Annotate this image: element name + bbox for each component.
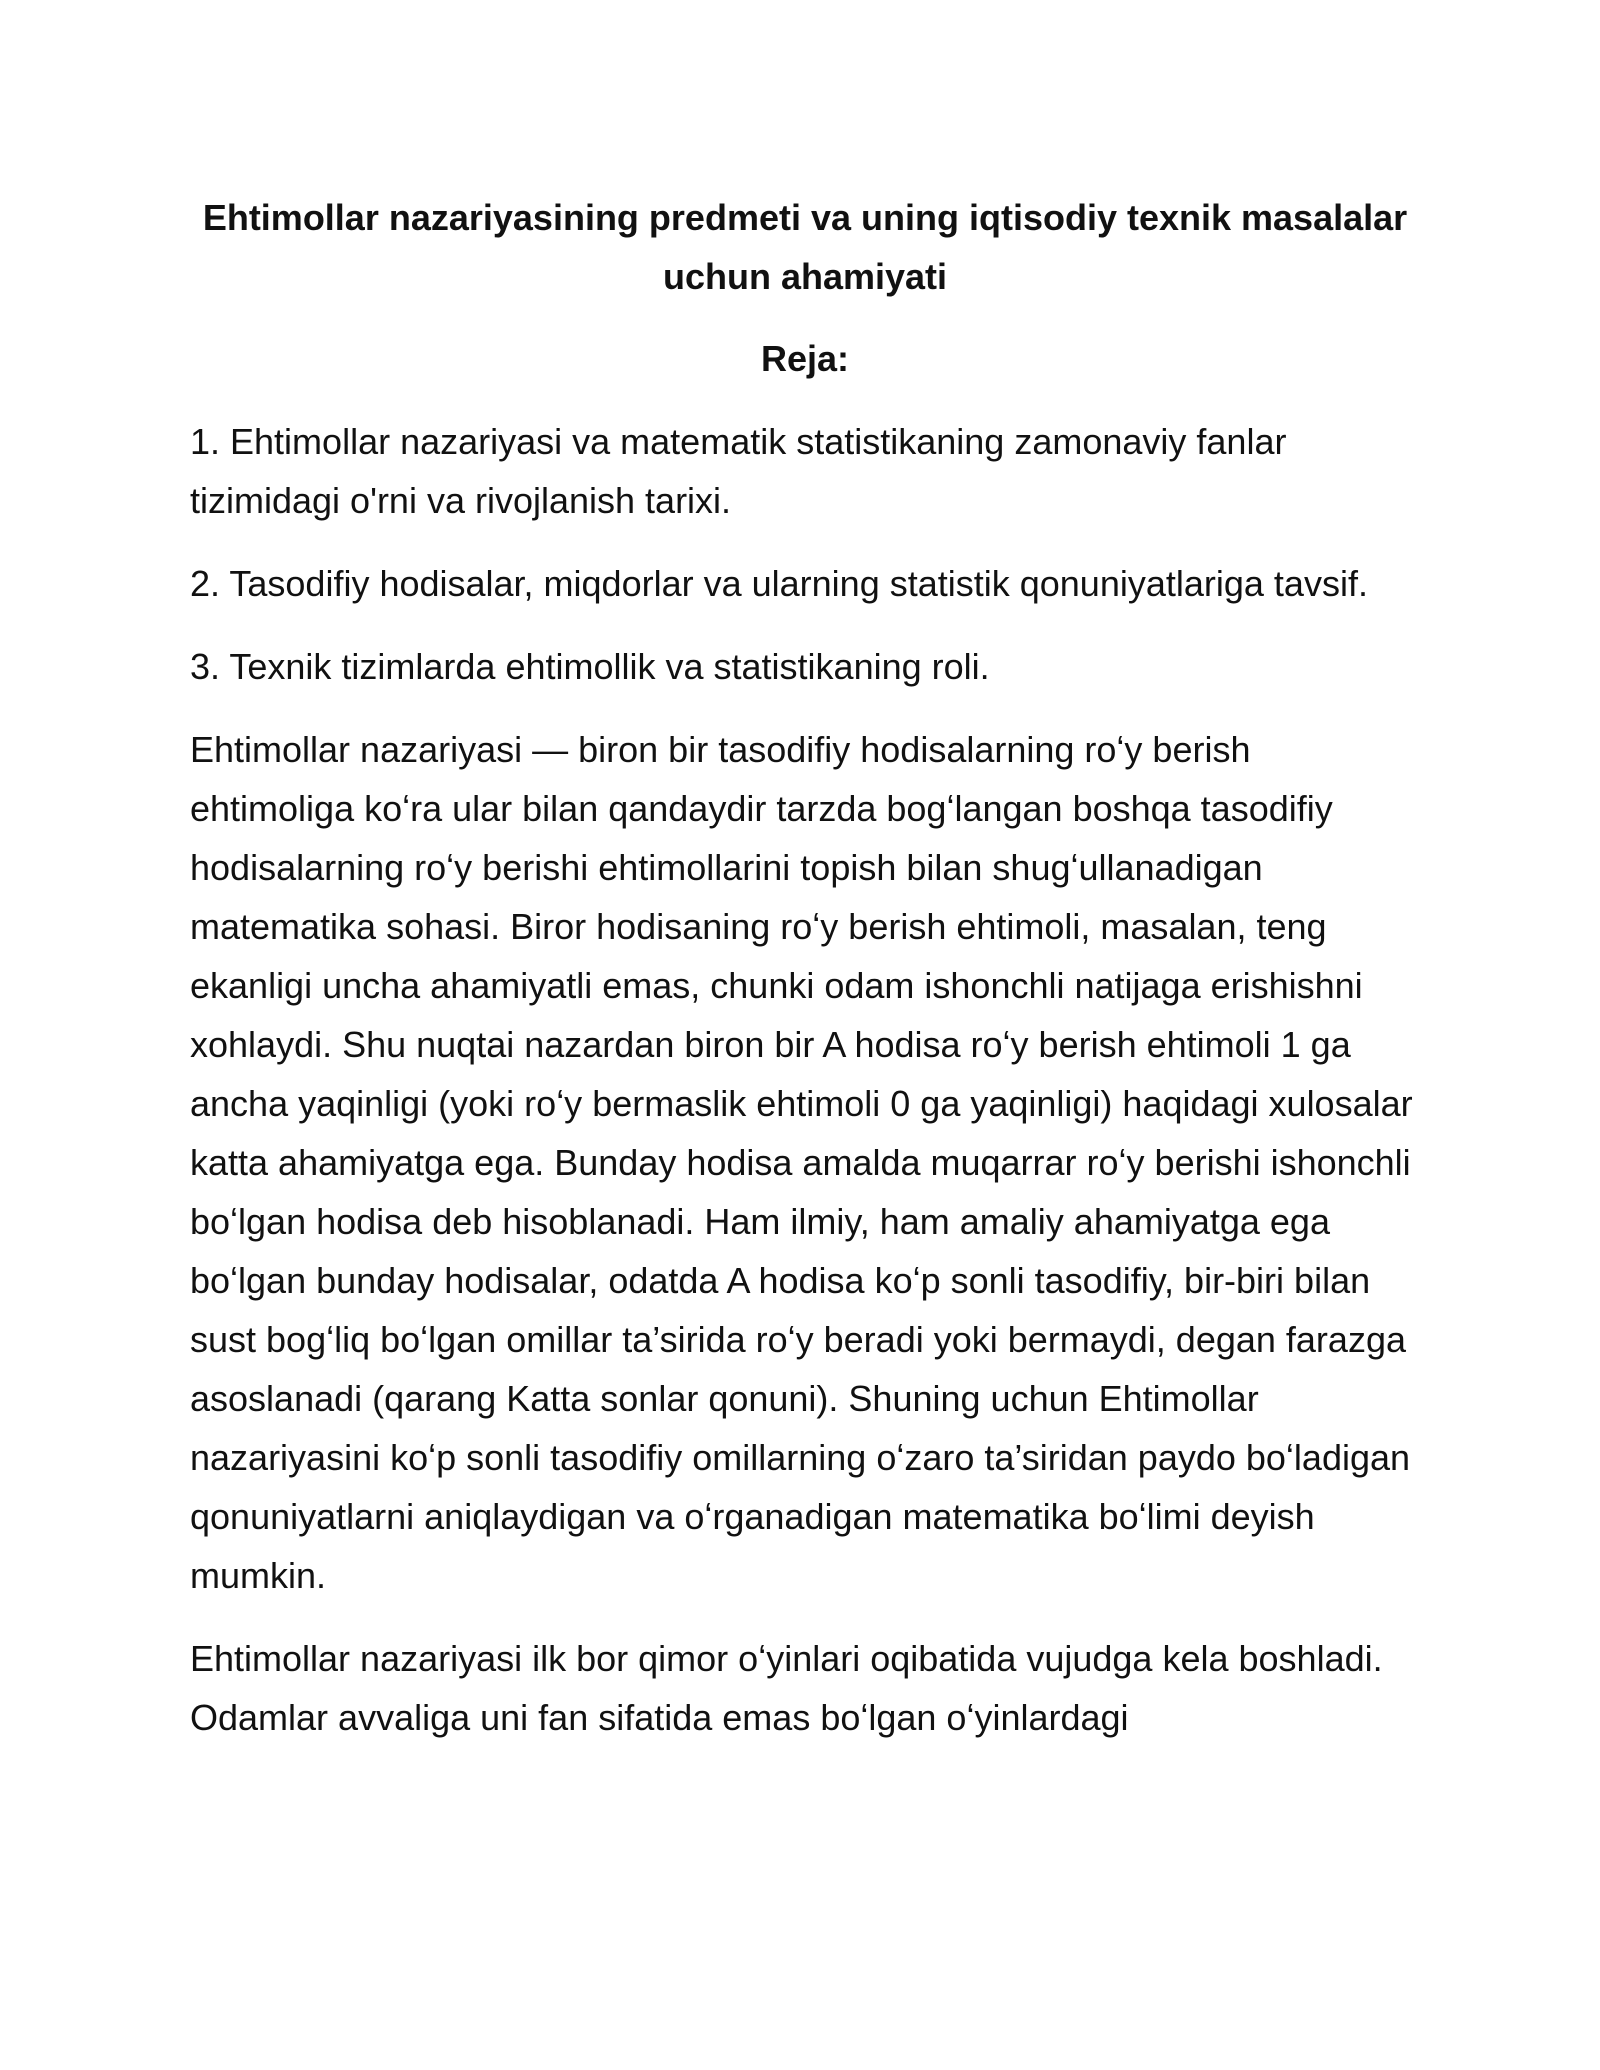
document-title: Ehtimollar nazariyasining predmeti va uning iqtisodiy texnik masalalar uchun ahamiyati [202, 197, 1408, 297]
body-paragraph-1: Ehtimollar nazariyasi — biron bir tasodifiy hodisalarning roʻy berish ehtimoliga koʻra ular bilan qandaydir tarzda bogʻlangan boshqa tasodifiy hodisalarning roʻy berishi ehtimollarini topish bilan shugʻullanadigan matematika sohasi. Biror hodisaning roʻy berish ehtimoli, masalan, teng ekanligi uncha ahamiyatli emas, chunki odam ishonchli natijaga erishishni xohlaydi. Shu nuqtai nazardan biron bir A hodisa roʻy berish ehtimoli 1 ga ancha yaqinligi (yoki roʻy bermaslik ehtimoli 0 ga yaqinligi) haqidagi xulosalar katta ahamiyatga ega. Bunday hodisa amalda muqarrar roʻy berishi ishonchli boʻlgan hodisa deb hisoblanadi. Ham ilmiy, ham amaliy ahamiyatga ega boʻlgan bunday hodisalar, odatda A hodisa koʻp sonli tasodifiy, bir-biri bilan sust bogʻliq boʻlgan omillar ta’sirida roʻy beradi yoki bermaydi, degan farazga asoslanadi (qarang Katta sonlar qonuni). Shuning uchun Ehtimollar nazariyasini koʻp sonli tasodifiy omillarning oʻzaro ta’siridan paydo boʻladigan qonuniyatlarni aniqlaydigan va oʻrganadigan matematika boʻlimi deyish mumkin. [190, 729, 1413, 1596]
plan-item-1: 1. Ehtimollar nazariyasi va matematik statistikaning zamonaviy fanlar tizimidagi o'rni va rivojlanish tarixi. [190, 421, 1287, 521]
plan-item-2: 2. Tasodifiy hodisalar, miqdorlar va ularning statistik qonuniyatlariga tavsif. [190, 563, 1368, 604]
document-content [190, 188, 1420, 1747]
plan-heading: Reja: [760, 338, 850, 379]
body-paragraph-2: Ehtimollar nazariyasi ilk bor qimor oʻyinlari oqibatida vujudga kela boshladi. Odamlar avvaliga uni fan sifatida emas boʻlgan oʻyinlardagi [190, 1638, 1383, 1738]
plan-item-3: 3. Texnik tizimlarda ehtimollik va statistikaning roli. [190, 646, 990, 687]
